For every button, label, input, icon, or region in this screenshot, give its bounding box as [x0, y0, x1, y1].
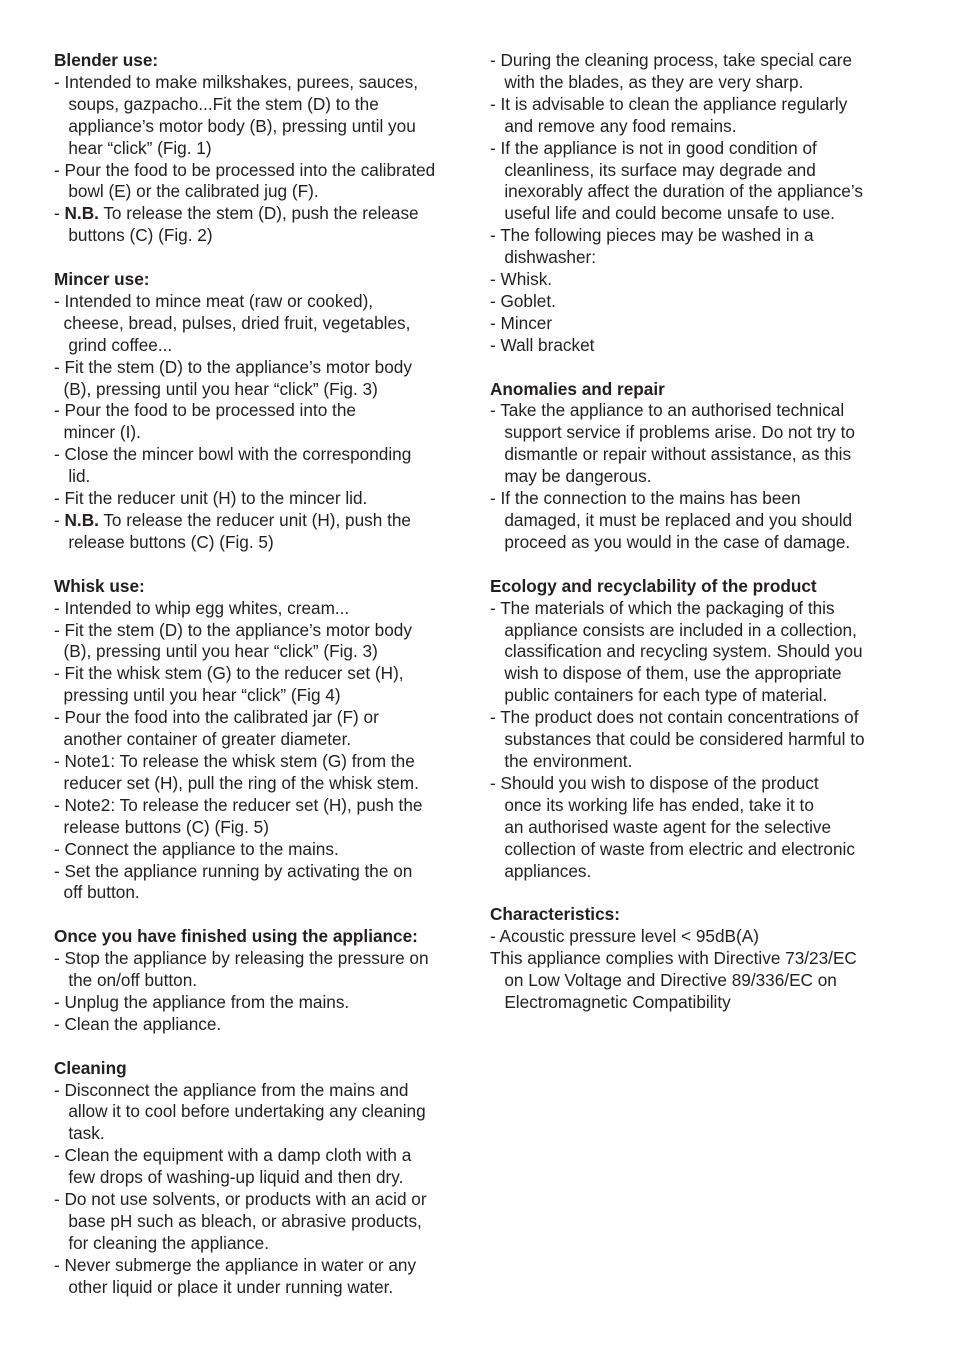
right-column	[490, 50, 905, 1036]
text-line: useful life and could become unsafe to use.	[490, 203, 835, 224]
text-line: allow it to cool before undertaking any cleaning	[54, 1101, 426, 1122]
text-line: base pH such as bleach, or abrasive products,	[54, 1210, 422, 1231]
section	[490, 379, 905, 554]
section	[54, 1058, 474, 1299]
section-heading: Ecology and recyclability of the product	[490, 575, 817, 596]
text-line: - Intended to mince meat (raw or cooked),	[54, 290, 374, 311]
text-line: buttons (C) (Fig. 2)	[54, 225, 213, 246]
text-line: release buttons (C) (Fig. 5)	[54, 816, 269, 837]
text-line: appliance consists are included in a collection,	[490, 619, 857, 640]
text-line: This appliance complies with Directive 73/23/EC	[490, 948, 857, 969]
text-line: may be dangerous.	[490, 466, 652, 487]
text-line: off button.	[54, 882, 140, 903]
text-line: - Never submerge the appliance in water or any	[54, 1254, 417, 1275]
text-line: the environment.	[490, 750, 633, 771]
section	[490, 50, 905, 357]
text-line: damaged, it must be replaced and you should	[490, 510, 853, 531]
text-line: - Fit the reducer unit (H) to the mincer lid.	[54, 488, 368, 509]
text-line: substances that could be considered harmful to	[490, 729, 865, 750]
section-heading: Whisk use:	[54, 575, 145, 596]
text-line: - Intended to make milkshakes, purees, sauces,	[54, 71, 418, 92]
text-line: - Clean the equipment with a damp cloth with a	[54, 1145, 412, 1166]
text-line: - Disconnect the appliance from the mains and	[54, 1079, 409, 1100]
text-line: few drops of washing-up liquid and then dry.	[54, 1167, 404, 1188]
text-line: support service if problems arise. Do not try to	[490, 422, 855, 443]
text-line: - Fit the whisk stem (G) to the reducer set (H),	[54, 663, 404, 684]
text-line: - Pour the food into the calibrated jar (F) or	[54, 707, 379, 728]
line-prefix: -	[54, 510, 65, 531]
text-line: - Stop the appliance by releasing the pressure on	[54, 948, 429, 969]
text-line: - Fit the stem (D) to the appliance’s motor body	[54, 356, 412, 377]
text-line: - Set the appliance running by activating the on	[54, 860, 413, 881]
text-line: - If the connection to the mains has been	[490, 488, 801, 509]
text-line: - Close the mincer bowl with the corresponding	[54, 444, 412, 465]
section-heading: Characteristics:	[490, 904, 620, 925]
text-line: an authorised waste agent for the selective	[490, 816, 832, 837]
section	[54, 269, 474, 554]
text-line: bowl (E) or the calibrated jug (F).	[54, 181, 319, 202]
line-prefix: -	[54, 203, 65, 224]
text-line: - Note2: To release the reducer set (H), push the	[54, 794, 423, 815]
text-line: once its working life has ended, take it to	[490, 794, 814, 815]
text-line: (B), pressing until you hear “click” (Fig. 3)	[54, 378, 378, 399]
text-line: - It is advisable to clean the appliance regularly	[490, 93, 848, 114]
text-line: - Connect the appliance to the mains.	[54, 838, 339, 859]
text-line: with the blades, as they are very sharp.	[490, 71, 804, 92]
text-line: dishwasher:	[490, 247, 597, 268]
text-line: collection of waste from electric and electronic	[490, 838, 855, 859]
text-line: task.	[54, 1123, 105, 1144]
text-line: - The product does not contain concentrations of	[490, 707, 859, 728]
text-line: the on/off button.	[54, 970, 198, 991]
text-line: - Note1: To release the whisk stem (G) from the	[54, 750, 415, 771]
text-line: - Acoustic pressure level < 95dB(A)	[490, 926, 759, 947]
text-line: - Fit the stem (D) to the appliance’s motor body	[54, 619, 412, 640]
line-text: To release the stem (D), push the release	[98, 203, 419, 224]
text-line: - Do not use solvents, or products with an acid or	[54, 1189, 427, 1210]
text-line: - The following pieces may be washed in a	[490, 225, 814, 246]
text-line: - Take the appliance to an authorised technical	[490, 400, 845, 421]
text-line: - Goblet.	[490, 290, 556, 311]
nb-label: N.B.	[64, 203, 99, 224]
text-line: cheese, bread, pulses, dried fruit, vegetables,	[54, 312, 411, 333]
text-line: - Clean the appliance.	[54, 1013, 222, 1034]
text-line: hear “click” (Fig. 1)	[54, 137, 212, 158]
text-line: inexorably affect the duration of the appliance’s	[490, 181, 863, 202]
section	[54, 926, 474, 1036]
section	[490, 576, 905, 883]
text-line: reducer set (H), pull the ring of the whisk stem.	[54, 772, 419, 793]
section-heading: Cleaning	[54, 1057, 127, 1078]
text-line: soups, gazpacho...Fit the stem (D) to the	[54, 93, 379, 114]
text-line: - Whisk.	[490, 269, 553, 290]
text-line: proceed as you would in the case of damage.	[490, 531, 851, 552]
text-line: pressing until you hear “click” (Fig 4)	[54, 685, 341, 706]
text-line: on Low Voltage and Directive 89/336/EC on	[490, 970, 837, 991]
text-line: - During the cleaning process, take special care	[490, 50, 853, 70]
text-line: for cleaning the appliance.	[54, 1232, 269, 1253]
section	[54, 576, 474, 905]
section-heading: Anomalies and repair	[490, 378, 665, 399]
text-line: other liquid or place it under running water.	[54, 1276, 394, 1297]
left-column	[54, 50, 474, 1320]
text-line: cleanliness, its surface may degrade and	[490, 159, 816, 180]
text-line: Electromagnetic Compatibility	[490, 991, 731, 1012]
text-line: lid.	[54, 466, 91, 487]
text-line: - The materials of which the packaging of this	[490, 597, 835, 618]
section-heading: Once you have finished using the appliance:	[54, 926, 418, 947]
text-line: public containers for each type of material.	[490, 685, 828, 706]
text-line: - Intended to whip egg whites, cream...	[54, 597, 350, 618]
text-line: another container of greater diameter.	[54, 729, 352, 750]
text-line: grind coffee...	[54, 334, 173, 355]
text-line: mincer (I).	[54, 422, 141, 443]
section-heading: Blender use:	[54, 50, 159, 70]
text-line: and remove any food remains.	[490, 115, 737, 136]
text-line: - Should you wish to dispose of the product	[490, 772, 819, 793]
text-line: - Pour the food to be processed into the calibrated	[54, 159, 436, 180]
line-text: To release the reducer unit (H), push the	[98, 510, 411, 531]
text-line: (B), pressing until you hear “click” (Fig. 3)	[54, 641, 378, 662]
text-line: - Wall bracket	[490, 334, 595, 355]
text-line: - Pour the food to be processed into the	[54, 400, 356, 421]
text-line: wish to dispose of them, use the appropriate	[490, 663, 842, 684]
section-heading: Mincer use:	[54, 269, 150, 290]
text-line: appliance’s motor body (B), pressing until you	[54, 115, 416, 136]
nb-label: N.B.	[64, 510, 99, 531]
text-line: - If the appliance is not in good condition of	[490, 137, 817, 158]
text-line: dismantle or repair without assistance, as this	[490, 444, 852, 465]
text-line: appliances.	[490, 860, 592, 881]
text-line: release buttons (C) (Fig. 5)	[54, 531, 274, 552]
text-line: - Mincer	[490, 312, 553, 333]
section	[490, 904, 905, 1014]
text-line: classification and recycling system. Should you	[490, 641, 863, 662]
text-line	[54, 203, 474, 225]
section	[54, 50, 474, 247]
text-line: - Unplug the appliance from the mains.	[54, 991, 350, 1012]
text-line	[54, 510, 474, 532]
